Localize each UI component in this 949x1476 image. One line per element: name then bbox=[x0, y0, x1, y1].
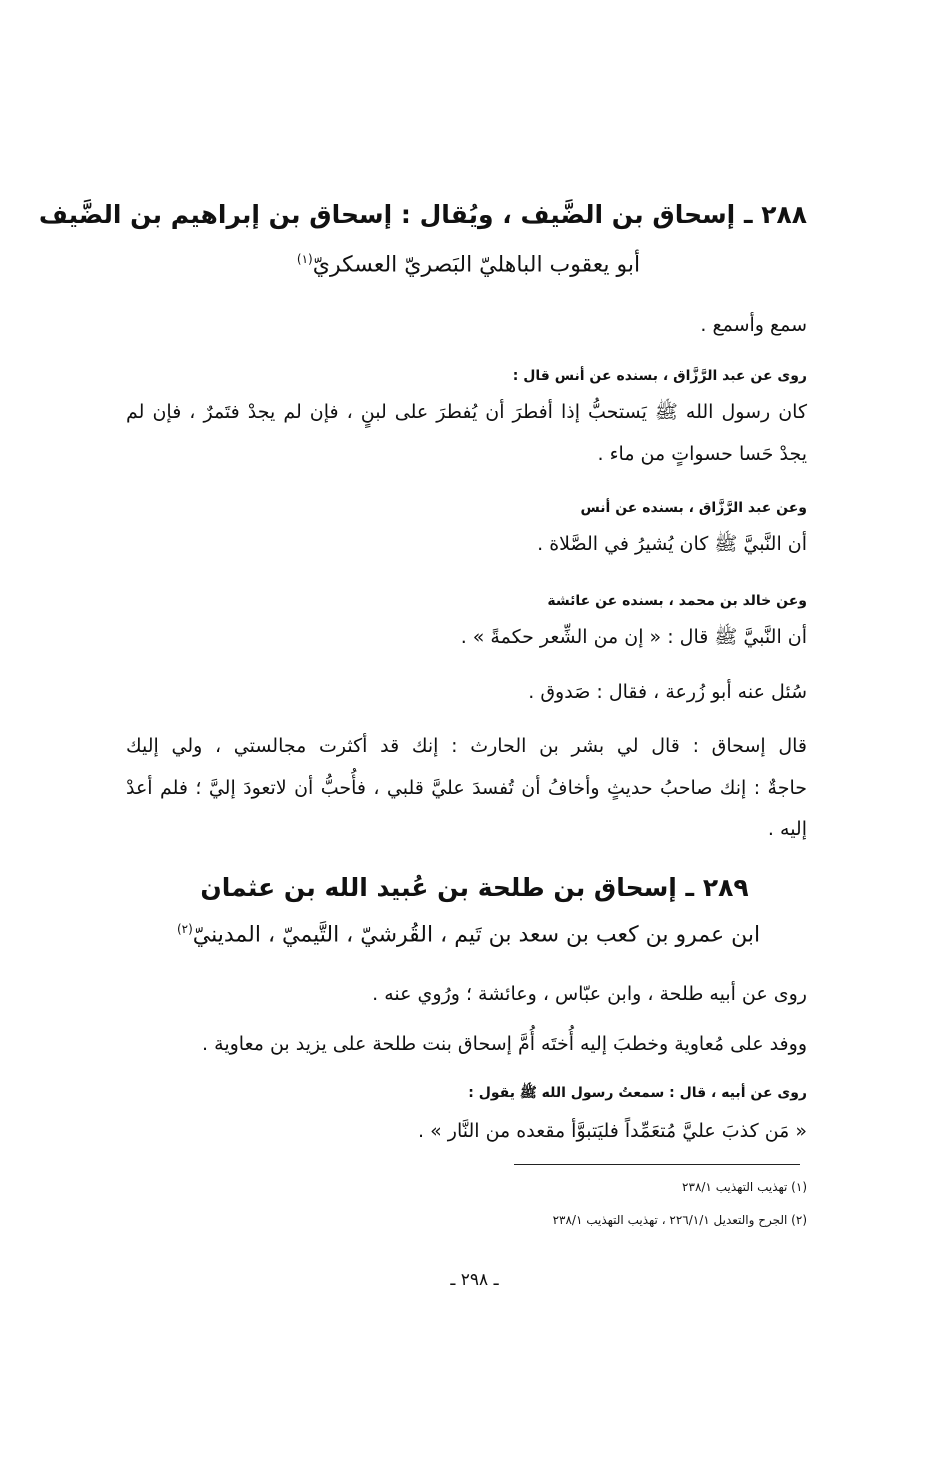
page-number: ـ ٢٩٨ ـ bbox=[450, 1270, 499, 1290]
entry-288-line-12: إليه . bbox=[767, 818, 807, 840]
entry-288-line-7: وعن خالد بن محمد ، بسنده عن عائشة bbox=[547, 593, 807, 609]
entry-289-line-3: روى عن أبيه ، قال : سمعتُ رسول الله ﷺ يقول : bbox=[468, 1085, 807, 1101]
entry-288-line-4: يجدْ حَسا حسواتٍ من ماء . bbox=[597, 443, 807, 465]
entry-288-line-6: أن النَّبيَّ ﷺ كان يُشيرُ في الصَّلاة . bbox=[537, 533, 807, 555]
entry-289-line-2: ووفد على مُعاوية وخطبَ إليه أُختَه أُمَّ إسحاق بنت طلحة على يزيد بن معاوية . bbox=[202, 1033, 807, 1055]
entry-289-subtitle bbox=[130, 922, 807, 947]
entry-288-line-8: أن النَّبيَّ ﷺ قال : « إن من الشِّعر حكمةً » . bbox=[460, 626, 807, 648]
footnote-divider bbox=[514, 1164, 800, 1165]
footnote-1: (١) تهذيب التهذيب ٢٣٨/١ bbox=[682, 1180, 807, 1194]
entry-288-line-9: سُئل عنه أبو زُرعة ، فقال : صَدوق . bbox=[528, 681, 807, 703]
entry-289-title: ٢٨٩ ـ إسحاق بن طلحة بن عُبيد الله بن عثمان bbox=[200, 873, 749, 902]
entry-288-line-5: وعن عبد الرَّزَّاق ، بسنده عن أنس bbox=[580, 500, 807, 516]
entry-289-subtitle-text: ابن عمرو بن كعب بن سعد بن تَيم ، القُرشيّ ، التَّيميّ ، المدينيّ bbox=[192, 922, 761, 948]
entry-288-line-2: روى عن عبد الرَّزَّاق ، بسنده عن أنس قال : bbox=[512, 368, 807, 384]
entry-288-line-10: قال إسحاق : قال لي بشر بن الحارث : إنك قد أكثرت مجالستي ، ولي إليك bbox=[126, 735, 807, 757]
entry-288-subtitle bbox=[130, 252, 807, 277]
footnote-2: (٢) الجرح والتعديل ٢٢٦/١/١ ، تهذيب التهذيب ٢٣٨/١ bbox=[552, 1213, 807, 1227]
entry-289-line-1: روى عن أبيه طلحة ، وابن عبّاس ، وعائشة ؛ ورُوي عنه . bbox=[372, 983, 807, 1005]
footnote-ref-1: (١) bbox=[296, 252, 313, 266]
entry-288-subtitle-text: أبو يعقوب الباهليّ البَصريّ العسكريّ bbox=[312, 252, 641, 278]
footnote-ref-2: (٢) bbox=[176, 922, 193, 936]
entry-288-title: ٢٨٨ ـ إسحاق بن الضَّيف ، ويُقال : إسحاق بن إبراهيم بن الضَّيف bbox=[38, 200, 807, 229]
entry-288-line-11: حاجةٌ : إنك صاحبُ حديثٍ وأخافُ أن تُفسدَ عليَّ قلبي ، فأُحبُّ أن لاتعودَ إليَّ ؛ فلم أعدْ bbox=[126, 777, 807, 799]
entry-288-line-1: سمع وأسمع . bbox=[700, 314, 807, 336]
entry-288-line-3: كان رسول الله ﷺ يَستحبُّ إذا أفطرَ أن يُفطرَ على لبنٍ ، فإن لم يجدْ فتَمرٌ ، فإن لم bbox=[126, 401, 807, 423]
entry-289-line-4: « مَن كذبَ عليَّ مُتعَمِّداً فليَتبوَّأ مقعده من النَّار » . bbox=[418, 1120, 807, 1142]
